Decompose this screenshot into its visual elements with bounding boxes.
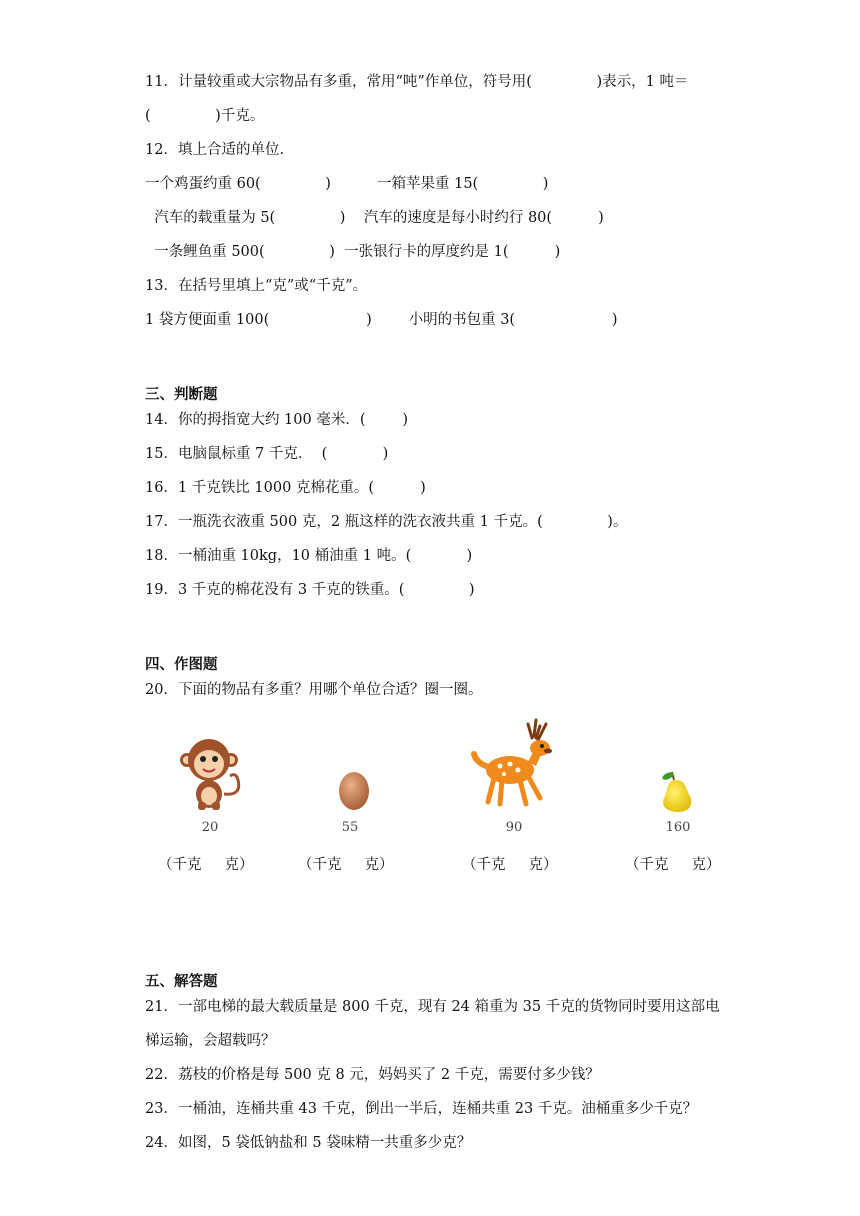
section-5-title: 五、解答题 (145, 974, 218, 990)
q24: 24．如图，5 袋低钠盐和 5 袋味精一共重多少克？ (145, 1135, 472, 1151)
judge-item: 19．3 千克的棉花没有 3 千克的铁重。( ) (145, 582, 475, 598)
section-3-title: 三、判断题 (145, 387, 218, 403)
judge-item: 17．一瓶洗衣液重 500 克，2 瓶这样的洗衣液共重 1 千克。( )。 (145, 514, 628, 530)
judge-item: 16．1 千克铁比 1000 克棉花重。( ) (145, 480, 426, 496)
q13-row1: 1 袋方便面重 100( ) 小明的书包重 3( ) (145, 312, 618, 328)
q11-line1: 11．计量较重或大宗物品有多重，常用“吨”作单位，符号用( )表示，1 吨＝ (145, 74, 689, 90)
q12-title: 12．填上合适的单位. (145, 142, 285, 158)
unit-choice[interactable]: （千克 克） (298, 857, 394, 873)
egg-icon (336, 768, 372, 812)
deer-icon (470, 718, 562, 812)
unit-choice[interactable]: （千克 克） (158, 857, 254, 873)
q12-row2: 汽车的载重量为 5( ) 汽车的速度是每小时约行 80( ) (145, 210, 604, 226)
item-value: 20 (201, 820, 219, 835)
section-4-title: 四、作图题 (145, 657, 218, 673)
q12-row1: 一个鸡蛋约重 60( ) 一箱苹果重 15( ) (145, 176, 549, 192)
judge-item: 18．一桶油重 10kg，10 桶油重 1 吨。( ) (145, 548, 473, 564)
q20-title: 20．下面的物品有多重？用哪个单位合适？圈一圈。 (145, 682, 483, 698)
judge-item: 14．你的拇指宽大约 100 毫米．( ) (145, 412, 409, 428)
q23: 23．一桶油，连桶共重 43 千克，倒出一半后，连桶共重 23 千克。油桶重多少千克？ (145, 1101, 698, 1117)
q13-title: 13．在括号里填上“克”或“千克”。 (145, 278, 368, 294)
q21-line1: 21．一部电梯的最大载质量是 800 千克，现有 24 箱重为 35 千克的货物同时要用这部电 (145, 999, 720, 1015)
item-value: 90 (505, 820, 523, 835)
q12-row3: 一条鲤鱼重 500( ) 一张银行卡的厚度约是 1( ) (145, 244, 561, 260)
pear-icon (656, 768, 696, 814)
unit-choice[interactable]: （千克 克） (625, 857, 721, 873)
q22: 22．荔枝的价格是每 500 克 8 元，妈妈买了 2 千克，需要付多少钱？ (145, 1067, 600, 1083)
q11-line2: ( )千克。 (145, 108, 265, 124)
monkey-icon (176, 736, 246, 812)
item-value: 55 (341, 820, 359, 835)
judge-item: 15．电脑鼠标重 7 千克． ( ) (145, 446, 389, 462)
item-value: 160 (665, 820, 691, 835)
unit-choice[interactable]: （千克 克） (462, 857, 558, 873)
q21-line2: 梯运输，会超载吗？ (145, 1033, 276, 1049)
